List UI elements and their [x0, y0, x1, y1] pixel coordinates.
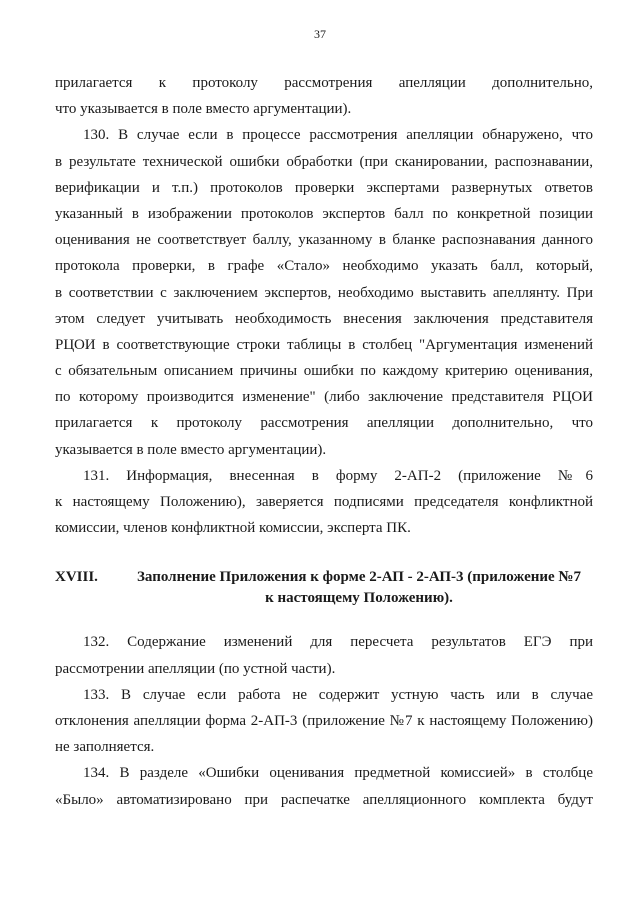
text-line: в соответствии с заключением экспертов, необходимо выставить апеллянту. При [55, 284, 593, 301]
text-line: в результате технической ошибки обработки (при сканировании, распознавании, [55, 153, 593, 170]
text-line: этом следует учитывать необходимость внесения заключения представителя [55, 310, 593, 327]
text-line: с обязательным описанием причины ошибки по каждому критерию оценивания, [55, 363, 593, 380]
text-line: комиссии, членов конфликтной комиссии, эксперта ПК. [55, 520, 411, 537]
text-line: протокола проверки, в графе «Стало» необходимо указать балл, который, [55, 258, 593, 275]
section-title-line: к настоящему Положению). [265, 590, 453, 607]
section-title-line: Заполнение Приложения к форме 2-АП - 2-АП-3 (приложение №7 [136, 569, 582, 586]
text-line: что указывается в поле вместо аргументации). [55, 101, 352, 118]
text-line: 132. Содержание изменений для пересчета результатов ЕГЭ при [83, 634, 593, 651]
page-number: 37 [314, 27, 326, 41]
text-line: к настоящему Положению), заверяется подписями председателя конфликтной [55, 494, 593, 510]
text-line: 130. В случае если в процессе рассмотрения апелляции обнаружено, что [83, 127, 593, 144]
text-line: указанный в изображении протоколов экспертов балл по конкретной позиции [55, 205, 593, 222]
text-line: отклонения апелляции форма 2-АП-3 (приложение №7 к настоящему Положению) [55, 712, 593, 729]
section-heading [55, 567, 593, 609]
text-line: РЦОИ в соответствующие строки таблицы в столбец "Аргументация изменений [55, 336, 593, 353]
text-line: 131. Информация, внесенная в форму 2-АП-2 (приложение №6 [83, 467, 593, 484]
section-number: XVIII. [55, 569, 98, 586]
paragraph-134 [55, 760, 593, 812]
paragraph-intro [55, 70, 593, 122]
text-line: по которому производится изменение" (либо заключение представителя РЦОИ [55, 389, 593, 406]
text-line: рассмотрении апелляции (по устной части). [55, 660, 336, 677]
text-line: оценивания не соответствует баллу, указанному в бланке распознавания данного [55, 232, 593, 249]
text-line: «Было» автоматизировано при распечатке апелляционного комплекта будут [55, 791, 593, 808]
text-line: верификации и т.п.) протоколов проверки экспертами развернутых ответов [55, 179, 593, 196]
text-line: 134. В разделе «Ошибки оценивания предметной комиссией» в столбце [83, 765, 593, 782]
text-line: прилагается к протоколу рассмотрения апелляции дополнительно, что [55, 415, 593, 432]
paragraph-130 [55, 122, 593, 462]
document-body [55, 70, 593, 813]
text-line: 133. В случае если работа не содержит устную часть или в случае [83, 686, 593, 703]
text-line: не заполняется. [55, 739, 155, 756]
paragraph-133 [55, 682, 593, 761]
paragraph-131 [55, 463, 593, 542]
text-line: прилагается к протоколу рассмотрения апелляции дополнительно, [55, 75, 593, 91]
paragraph-132 [55, 629, 593, 681]
text-line: указывается в поле вместо аргументации). [55, 441, 327, 458]
